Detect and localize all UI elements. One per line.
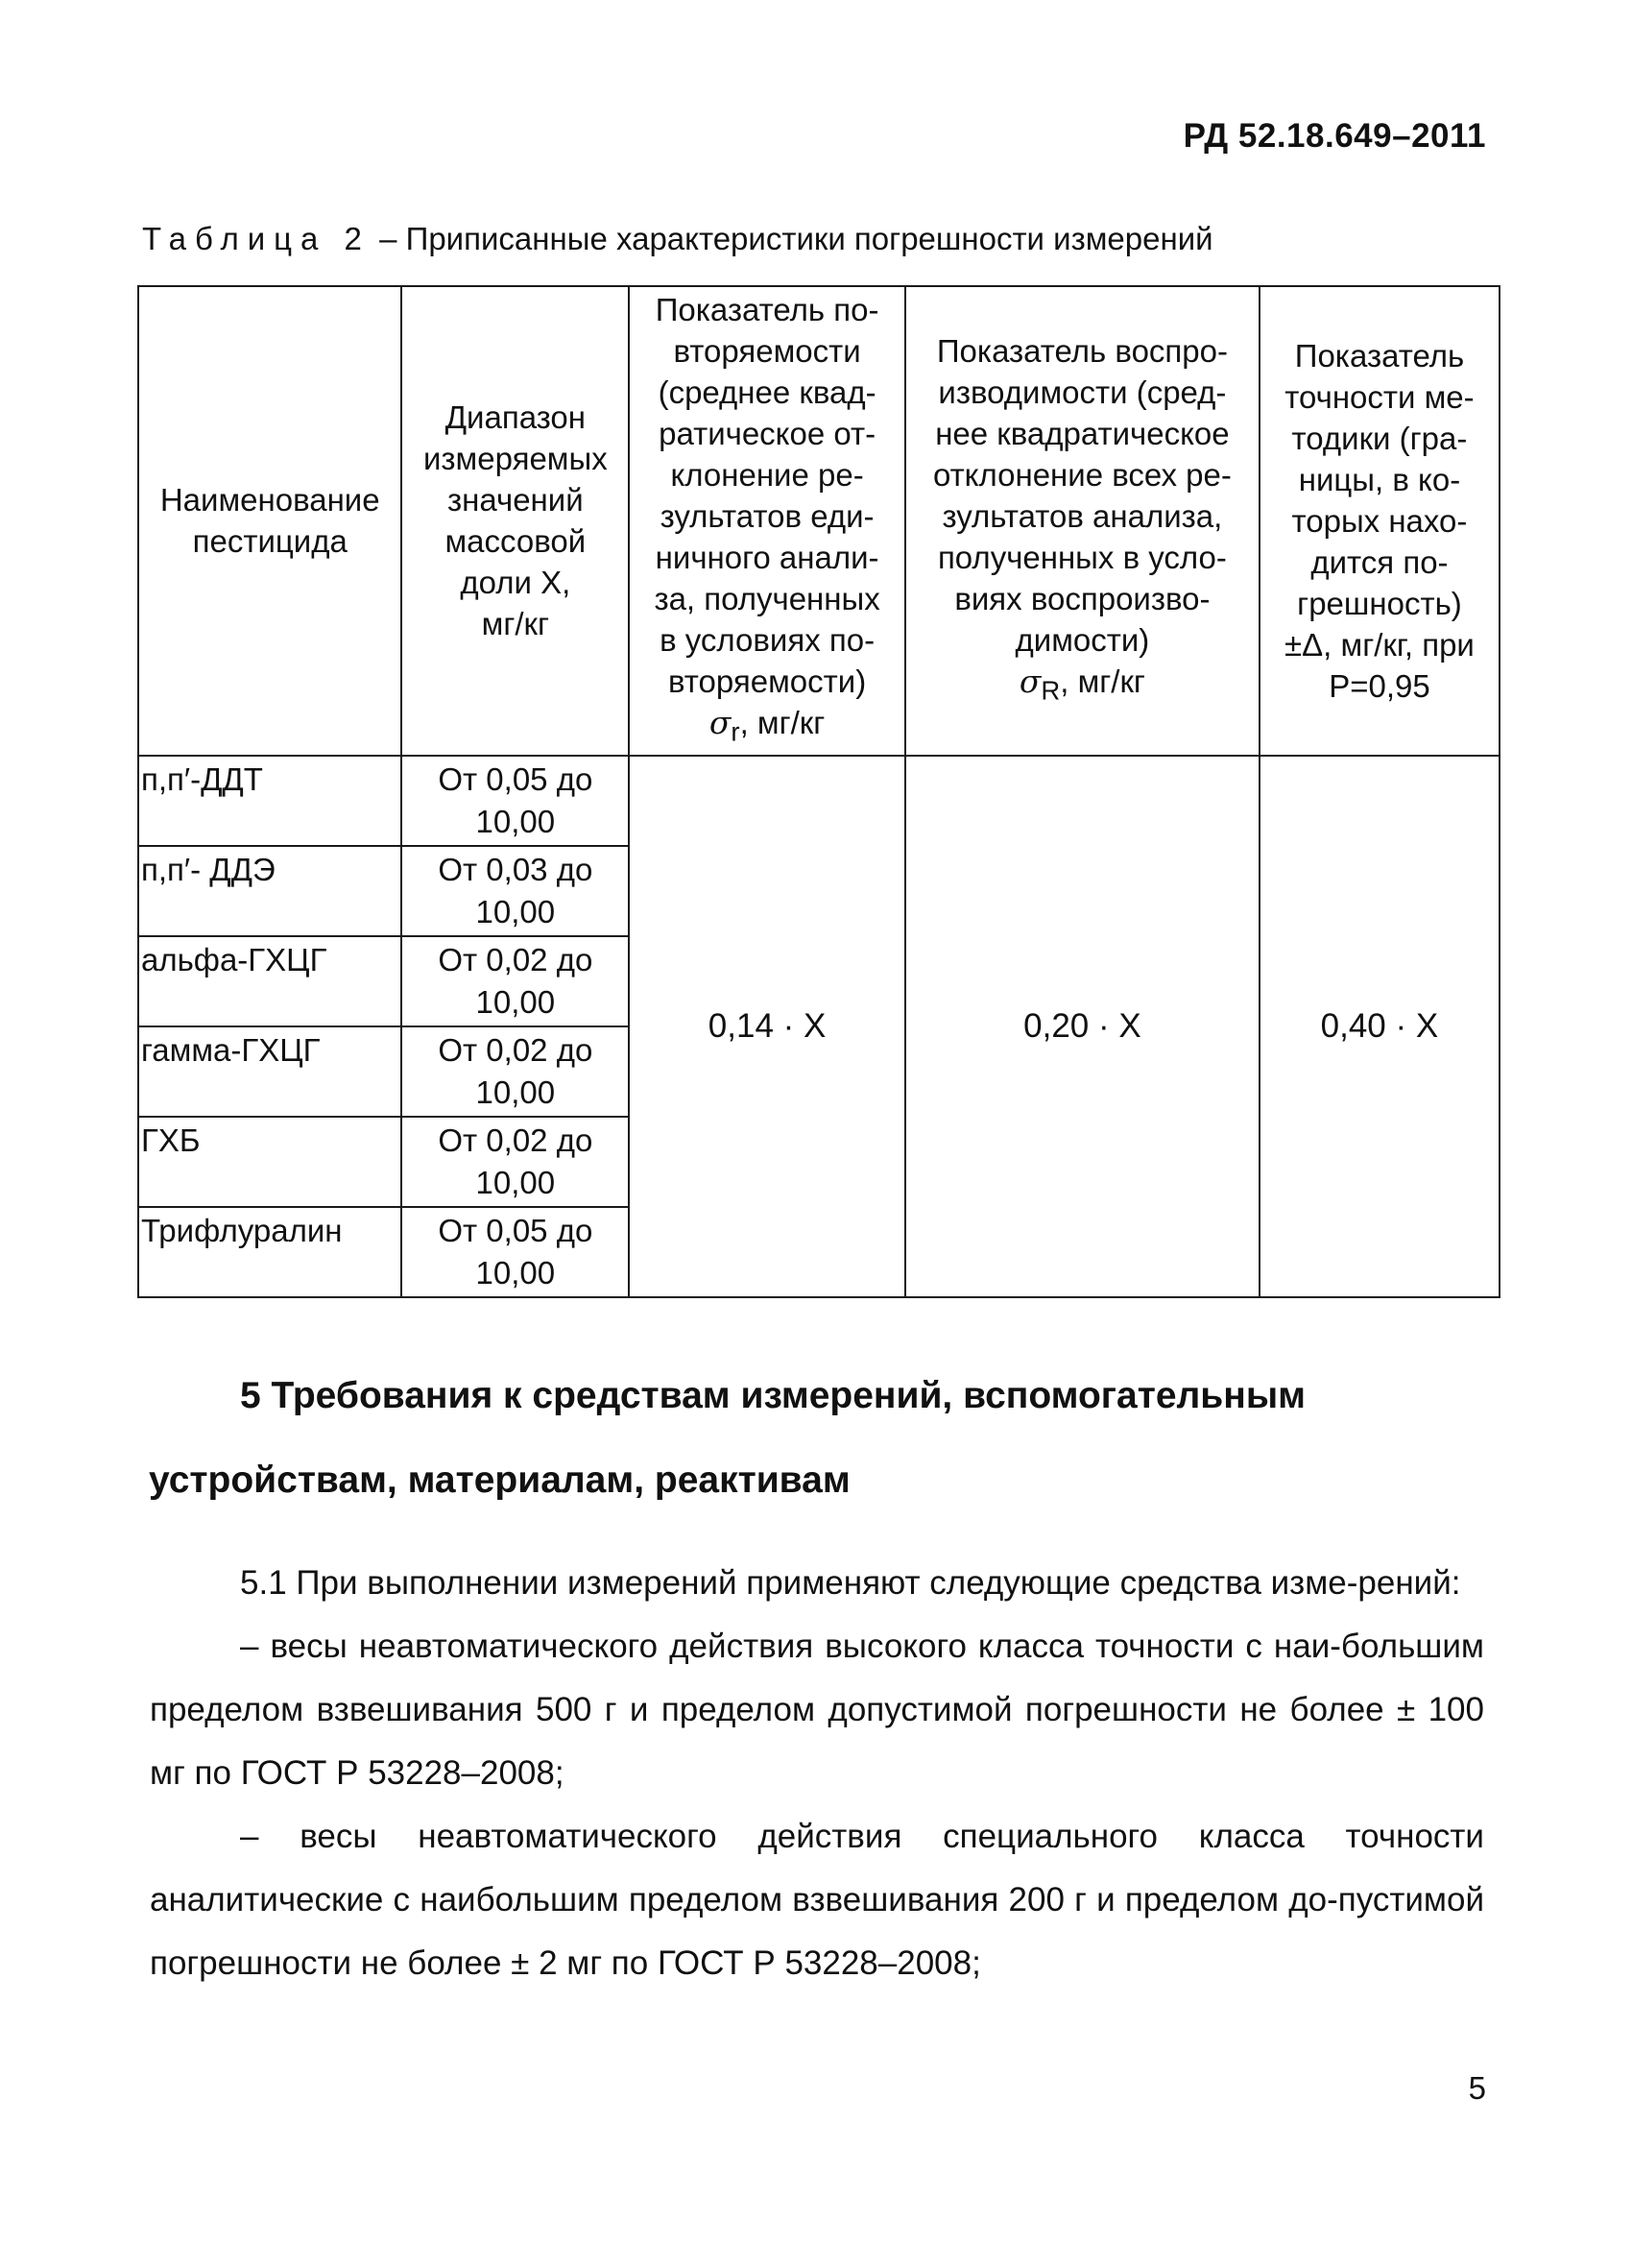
header-reproducibility-unit: , мг/кг [1060, 664, 1145, 699]
section-5-title-line2: устройствам, материалам, реактивам [149, 1460, 851, 1501]
header-measurement-range: Диапазон измеряемых значений массовой доли X, мг/кг [401, 286, 629, 756]
pesticide-name-cell: п,п′-ДДТ [138, 756, 401, 846]
range-cell: От 0,03 до 10,00 [401, 846, 629, 936]
accuracy-value-cell: 0,40 · X [1260, 756, 1500, 1297]
list-item-scales-high-class: – весы неавтоматического действия высокого класса точности с наи-большим пределом взвешивания 500 г и пределом допустимой погрешности не более ± 100 мг по ГОСТ Р 53228–2008; [150, 1628, 1484, 1792]
reproducibility-value-cell: 0,20 · X [905, 756, 1260, 1297]
range-cell: От 0,02 до 10,00 [401, 936, 629, 1026]
header-repeatability-unit: , мг/кг [739, 705, 826, 740]
pesticide-name-cell: альфа-ГХЦГ [138, 936, 401, 1026]
sigma-symbol: σ [1019, 663, 1042, 700]
table-caption-label: Таблица 2 [142, 221, 371, 256]
paragraph-5-1: 5.1 При выполнении измерений применяют следующие средства изме-рений: [240, 1564, 1461, 1602]
pesticide-name-cell: гамма-ГХЦГ [138, 1026, 401, 1117]
list-item-scales-special-class: – весы неавтоматического действия специального класса точности аналитические с наибольшим пределом взвешивания 200 г и пределом до-пустимой погрешности не более ± 2 мг по ГОСТ Р 53228–2008; [150, 1818, 1484, 1982]
range-cell: От 0,02 до 10,00 [401, 1117, 629, 1207]
section-5-body [150, 1552, 1484, 1995]
header-accuracy: Показатель точности ме- тодики (гра- ницы, в ко- торых нахо- дится по- грешность) ±Δ, мг/кг, при P=0,95 [1260, 286, 1500, 756]
pesticide-name-cell: п,п′- ДДЭ [138, 846, 401, 936]
header-reproducibility-text: Показатель воспро- изводимости (сред- нее квадратическое отклонение всех ре- зультатов анализа, полученных в усло- виях воспроизво- димости) [932, 333, 1232, 658]
table-row [138, 756, 1500, 846]
sigma-symbol: σ [708, 704, 732, 741]
table-header-row [138, 286, 1500, 756]
header-pesticide-name: Наименование пестицида [138, 286, 401, 756]
header-repeatability-text: Показатель по- вторяемости (среднее квад- ратическое от- клонение ре- зультатов еди- ничного анали- за, полученных в условиях по- вторяемости) [654, 292, 880, 699]
error-characteristics-table [137, 285, 1500, 1298]
range-cell: От 0,05 до 10,00 [401, 1207, 629, 1297]
pesticide-name-cell: Трифлуралин [138, 1207, 401, 1297]
range-cell: От 0,05 до 10,00 [401, 756, 629, 846]
section-5-title-line1: 5 Требования к средствам измерений, вспомогательным [240, 1375, 1306, 1416]
table-caption [142, 221, 1213, 257]
repeatability-value-cell: 0,14 · X [629, 756, 905, 1297]
header-reproducibility [905, 286, 1260, 756]
range-cell: От 0,02 до 10,00 [401, 1026, 629, 1117]
document-code: РД 52.18.649–2011 [1183, 117, 1486, 155]
section-5-title [149, 1354, 1493, 1523]
sigma-subscript: R [1041, 675, 1061, 706]
header-repeatability [629, 286, 905, 756]
table-caption-text: – Приписанные характеристики погрешности измерений [370, 221, 1213, 256]
sigma-subscript: r [731, 716, 740, 747]
page-number: 5 [1468, 2070, 1486, 2106]
pesticide-name-cell: ГХБ [138, 1117, 401, 1207]
